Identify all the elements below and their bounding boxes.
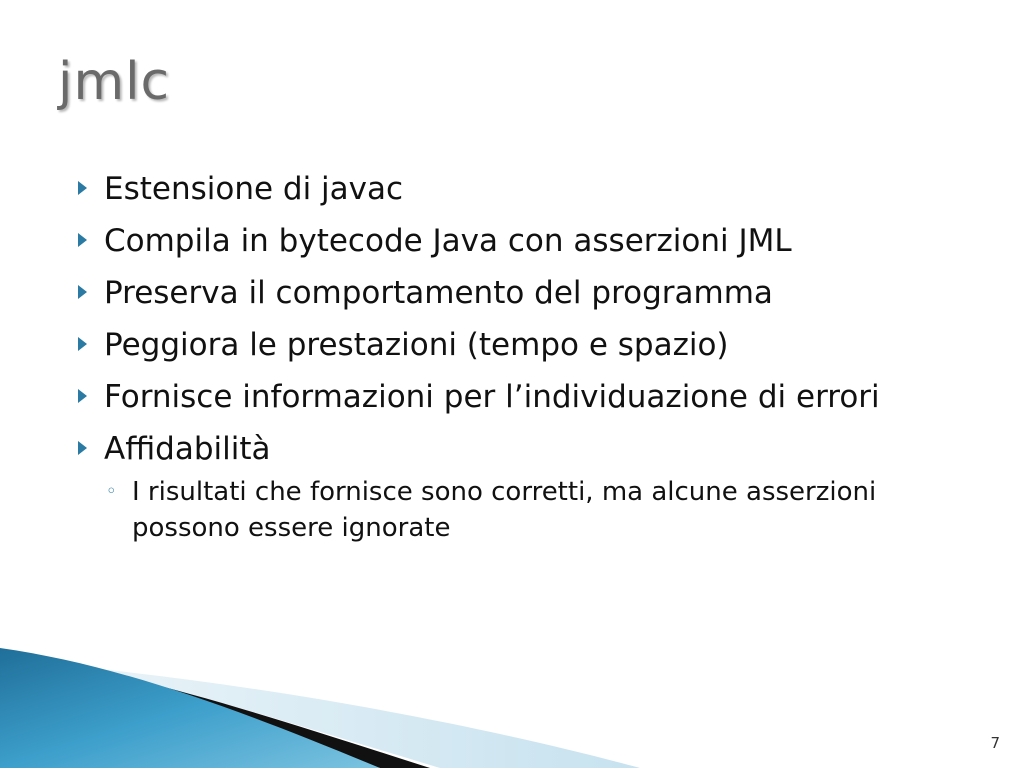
sub-bullet-text: I risultati che fornisce sono corretti, ma alcune asserzioni possono essere ignorate bbox=[132, 477, 877, 543]
bullet-text: Compila in bytecode Java con asserzioni JML bbox=[104, 223, 792, 259]
triangle-right-icon bbox=[78, 181, 87, 195]
sub-bullet-item bbox=[104, 474, 976, 546]
bullet-item bbox=[76, 324, 976, 366]
bullet-text: Estensione di javac bbox=[104, 171, 404, 207]
bullet-text: Affidabilità bbox=[104, 431, 271, 467]
bullet-item bbox=[76, 272, 976, 314]
sub-bullet-list bbox=[104, 474, 976, 546]
triangle-right-icon bbox=[78, 389, 87, 403]
triangle-right-icon bbox=[78, 285, 87, 299]
bullet-item bbox=[76, 428, 976, 546]
triangle-right-icon bbox=[78, 441, 87, 455]
bullet-list bbox=[76, 168, 976, 556]
bullet-text: Fornisce informazioni per l’individuazione di errori bbox=[104, 379, 880, 415]
bullet-item bbox=[76, 376, 976, 418]
slide-title: jmlc bbox=[58, 52, 171, 112]
bullet-item bbox=[76, 220, 976, 262]
bullet-text: Peggiora le prestazioni (tempo e spazio) bbox=[104, 327, 729, 363]
page-number: 7 bbox=[990, 734, 1000, 752]
bullet-text: Preserva il comportamento del programma bbox=[104, 275, 773, 311]
hollow-circle-icon: ◦ bbox=[106, 481, 117, 502]
triangle-right-icon bbox=[78, 337, 87, 351]
triangle-right-icon bbox=[78, 233, 87, 247]
bullet-item bbox=[76, 168, 976, 210]
